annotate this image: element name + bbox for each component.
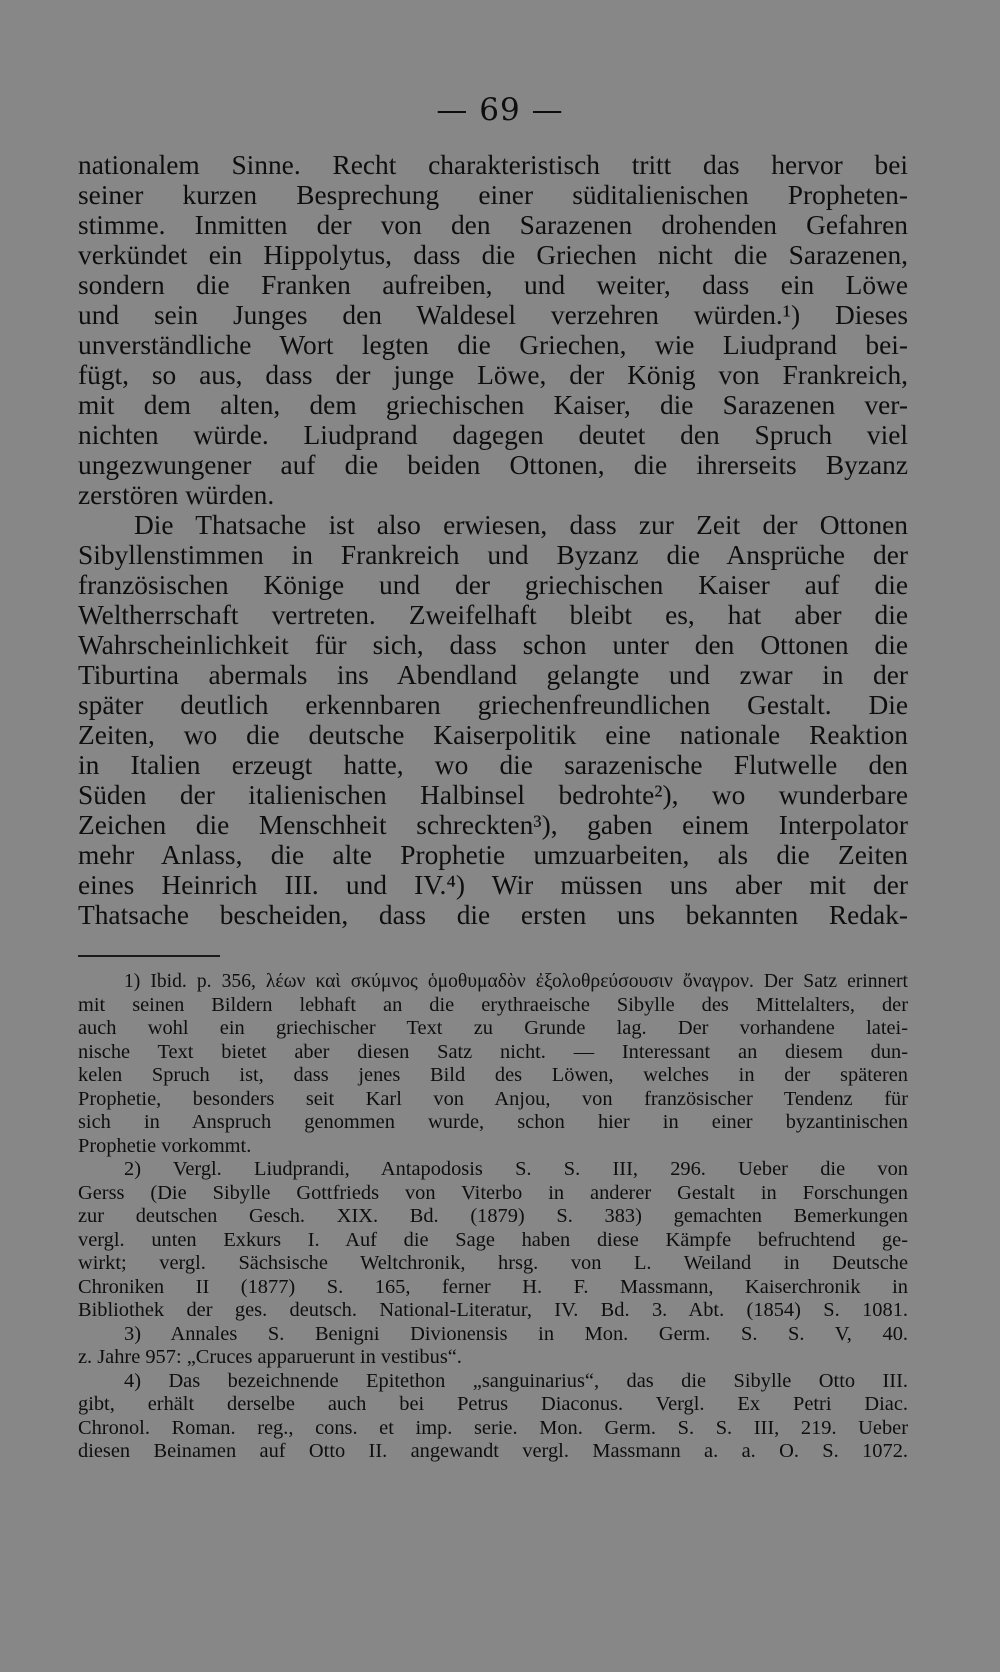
footnote-line: mit seinen Bildern lebhaft an die erythraeische Sibylle des Mittelalters, der <box>78 993 908 1016</box>
text-line: Zeiten, wo die deutsche Kaiserpolitik eine nationale Reaktion <box>78 720 908 750</box>
footnote-line: Bibliothek der ges. deutsch. National-Literatur, IV. Bd. 3. Abt. (1854) S. 1081. <box>78 1299 908 1321</box>
text-line: Sibyllenstimmen in Frankreich und Byzanz die Ansprüche der <box>78 540 908 570</box>
footnote-line: kelen Spruch ist, dass jenes Bild des Löwen, welches in der späteren <box>78 1064 908 1086</box>
text-line: in Italien erzeugt hatte, wo die sarazenische Flutwelle den <box>78 750 908 780</box>
text-line: nationalem Sinne. Recht charakteristisch tritt das hervor bei <box>78 150 908 180</box>
footnote-line: zur deutschen Gesch. XIX. Bd. (1879) S. 383) gemachten Bemerkungen <box>78 1205 908 1227</box>
text-line: stimme. Inmitten der von den Sarazenen drohenden Gefahren <box>78 210 908 240</box>
footnote-line: Prophetie vorkommt. <box>78 1134 252 1157</box>
footnote-line: wirkt; vergl. Sächsische Weltchronik, hrsg. von L. Weiland in Deutsche <box>78 1252 908 1274</box>
page-number: — 69 — <box>436 92 564 128</box>
text-line: französischen Könige und der griechischen Kaiser auf die <box>78 570 908 600</box>
text-line: nichten würde. Liudprand dagegen deutet den Spruch viel <box>78 420 908 450</box>
footnote-line: Chronol. Roman. reg., cons. et imp. serie. Mon. Germ. S. S. III, 219. Ueber <box>78 1416 908 1439</box>
footnotes <box>78 970 908 1464</box>
footnote-line: sich in Anspruch genommen wurde, schon hier in einer byzantinischen <box>78 1111 908 1133</box>
text-line: und sein Junges den Waldesel verzehren würden.¹) Dieses <box>78 300 908 330</box>
footnote-line: Gerss (Die Sibylle Gottfrieds von Viterbo in anderer Gestalt in Forschungen <box>78 1181 908 1204</box>
text-line: verkündet ein Hippolytus, dass die Griechen nicht die Sarazenen, <box>78 240 908 270</box>
text-line: seiner kurzen Besprechung einer süditalienischen Propheten- <box>78 180 908 210</box>
text-line: Die Thatsache ist also erwiesen, dass zur Zeit der Ottonen <box>134 510 908 540</box>
text-line: ungezwungener auf die beiden Ottonen, die ihrerseits Byzanz <box>78 450 908 480</box>
text-line: mehr Anlass, die alte Prophetie umzuarbeiten, als die Zeiten <box>78 840 908 870</box>
text-line: Thatsache bescheiden, dass die ersten uns bekannten Redak- <box>78 900 908 930</box>
text-line: fügt, so aus, dass der junge Löwe, der König von Frankreich, <box>78 360 908 390</box>
text-line: Weltherrschaft vertreten. Zweifelhaft bleibt es, hat aber die <box>78 600 908 630</box>
text-line: später deutlich erkennbaren griechenfreundlichen Gestalt. Die <box>78 690 908 720</box>
footnote-line: z. Jahre 957: „Cruces apparuerunt in vestibus“. <box>78 1346 462 1368</box>
text-line: Tiburtina abermals ins Abendland gelangte und zwar in der <box>78 660 908 690</box>
footnote-line: vergl. unten Exkurs I. Auf die Sage haben diese Kämpfe befruchtend ge- <box>78 1228 908 1251</box>
footnote-line: 1) Ibid. p. 356, λέων καὶ σκύμνος ὁμοθυμαδὸν ἐξολοθρεύσουσιν ὄναγρον. Der Satz erinnert <box>124 971 908 992</box>
footnote-line: 2) Vergl. Liudprandi, Antapodosis S. S. III, 296. Ueber die von <box>124 1158 908 1180</box>
footnote-line: 4) Das bezeichnende Epitethon „sanguinarius“, das die Sibylle Otto III. <box>124 1369 908 1392</box>
footnote-separator <box>78 955 220 957</box>
text-line: sondern die Franken aufreiben, und weiter, dass ein Löwe <box>78 270 908 300</box>
text-line: Wahrscheinlichkeit für sich, dass schon unter den Ottonen die <box>78 630 908 660</box>
footnote-line: Chroniken II (1877) S. 165, ferner H. F. Massmann, Kaiserchronik in <box>78 1275 908 1298</box>
footnote-line: nische Text bietet aber diesen Satz nicht. — Interessant an diesem dun- <box>78 1040 908 1063</box>
footnote-line: auch wohl ein griechischer Text zu Grunde lag. Der vorhandene latei- <box>78 1017 908 1039</box>
text-line: eines Heinrich III. und IV.⁴) Wir müssen uns aber mit der <box>78 870 908 900</box>
text-line: Süden der italienischen Halbinsel bedrohte²), wo wunderbare <box>78 780 908 810</box>
footnote-line: diesen Beinamen auf Otto II. angewandt vergl. Massmann a. a. O. S. 1072. <box>78 1440 908 1462</box>
main-text <box>78 150 908 930</box>
text-line: mit dem alten, dem griechischen Kaiser, die Sarazenen ver- <box>78 390 908 420</box>
footnote-line: gibt, erhält derselbe auch bei Petrus Diaconus. Vergl. Ex Petri Diac. <box>78 1393 908 1415</box>
footnote-line: Prophetie, besonders seit Karl von Anjou, von französischer Tendenz für <box>78 1087 908 1110</box>
text-line: Zeichen die Menschheit schreckten³), gaben einem Interpolator <box>78 810 908 840</box>
text-line: zerstören würden. <box>78 480 275 510</box>
footnote-line: 3) Annales S. Benigni Divionensis in Mon. Germ. S. S. V, 40. <box>124 1322 908 1345</box>
text-line: unverständliche Wort legten die Griechen, wie Liudprand bei- <box>78 330 908 360</box>
